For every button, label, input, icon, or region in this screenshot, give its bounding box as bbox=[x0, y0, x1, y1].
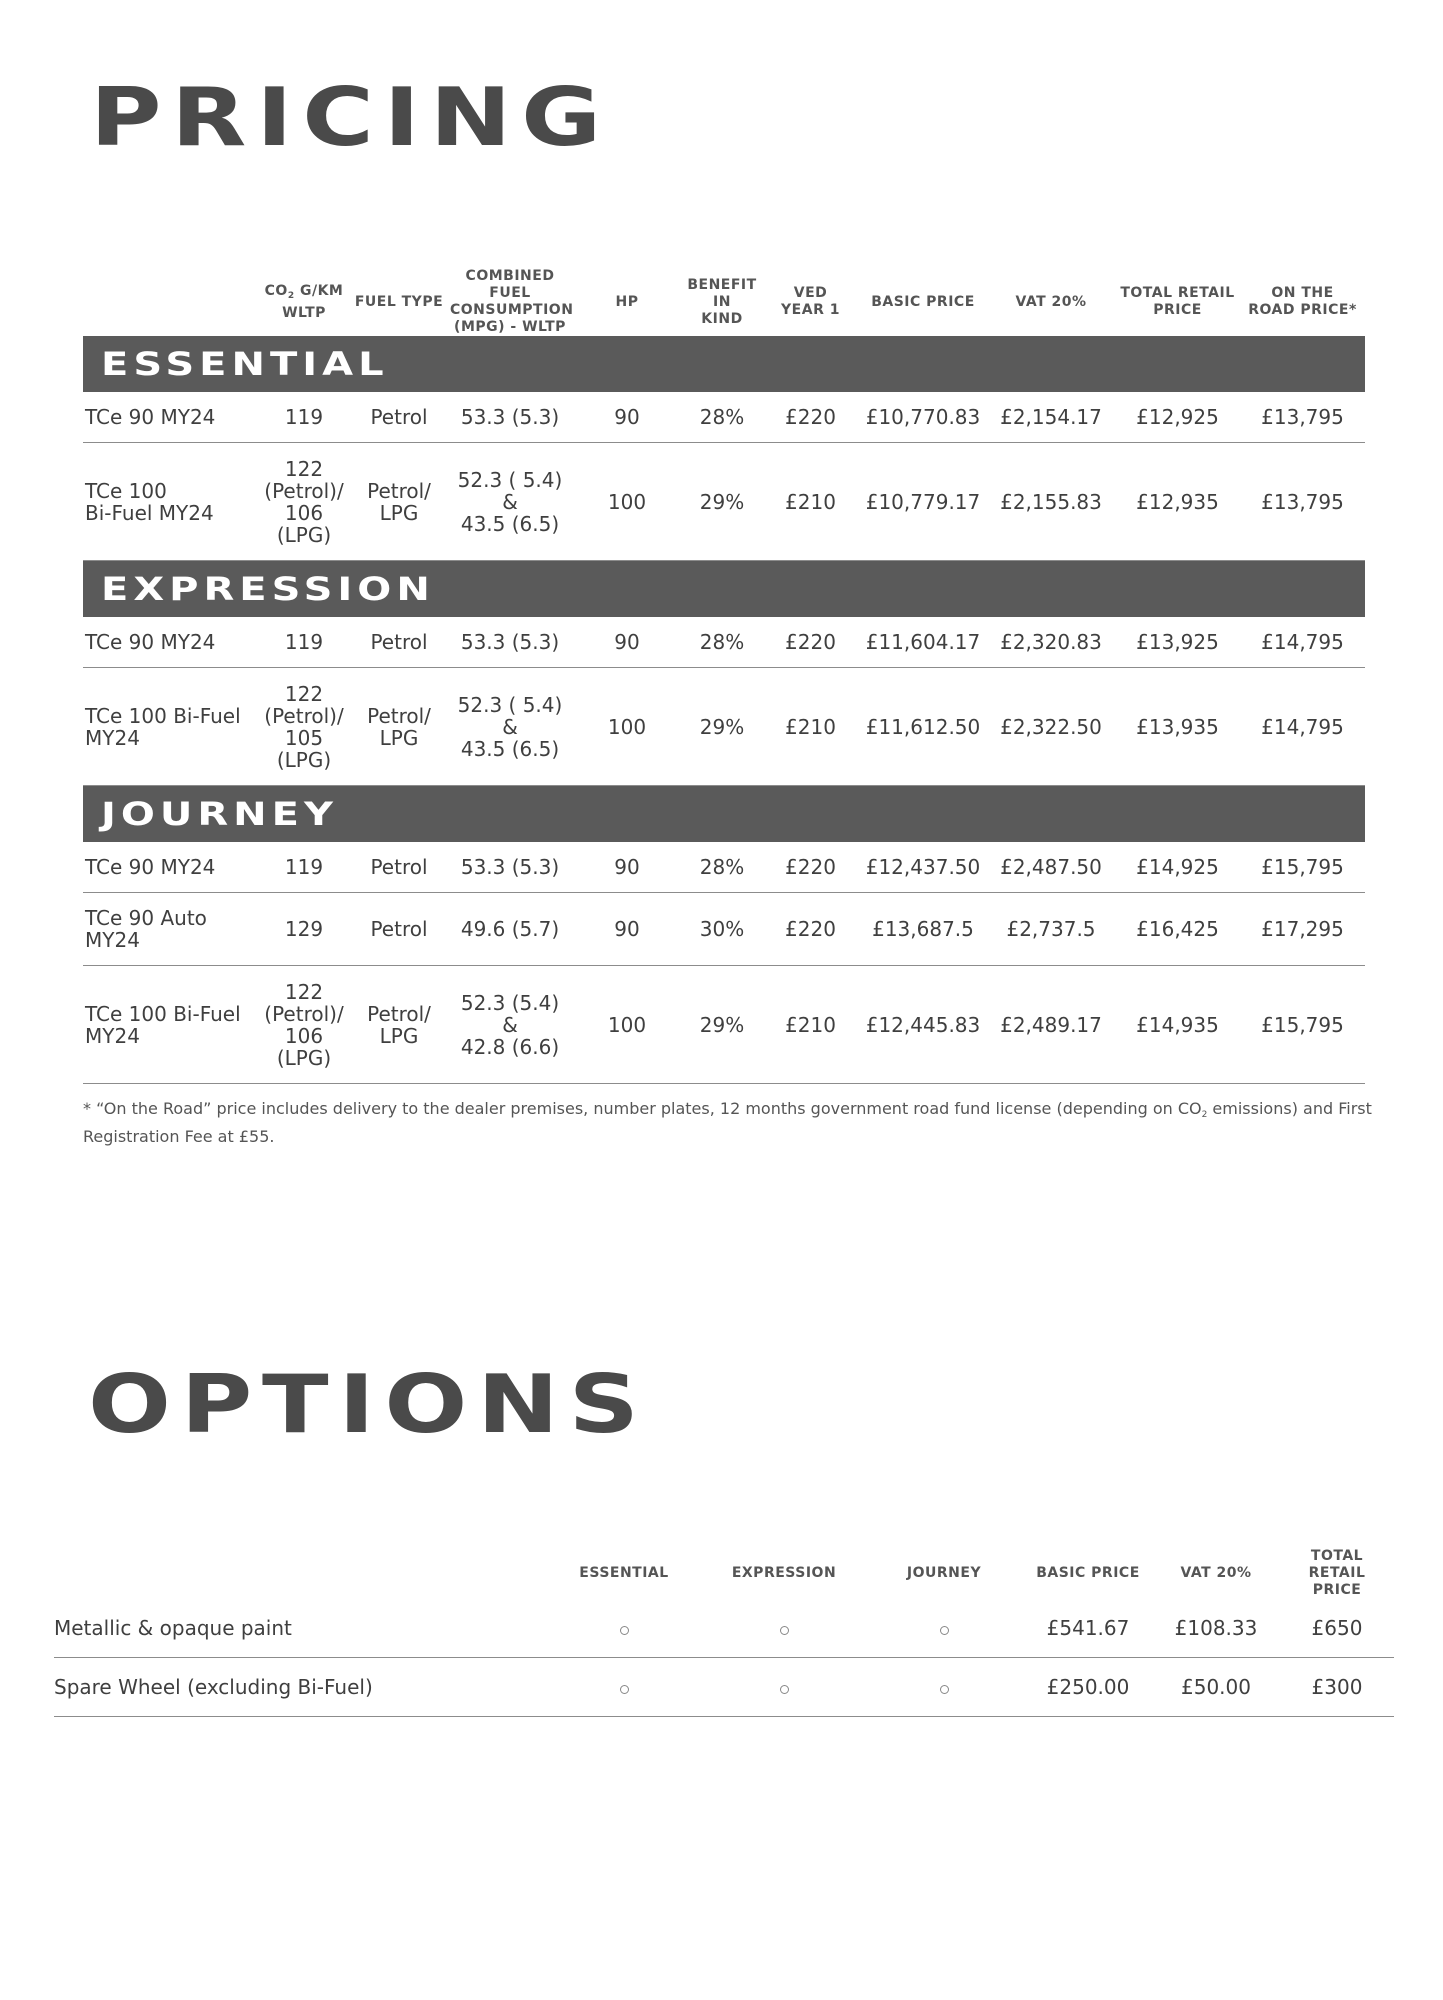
optional-circle-icon bbox=[780, 1626, 789, 1635]
optional-circle-icon bbox=[940, 1685, 949, 1694]
otr-price-cell: £15,795 bbox=[1240, 966, 1365, 1084]
otr-price-cell: £15,795 bbox=[1240, 842, 1365, 893]
mpg-cell: 53.3 (5.3) bbox=[448, 842, 572, 893]
option-name: Metallic & opaque paint bbox=[54, 1599, 544, 1658]
journey-availability bbox=[864, 1658, 1024, 1717]
mpg-cell: 49.6 (5.7) bbox=[448, 893, 572, 966]
model-cell: TCe 90 Auto MY24 bbox=[83, 893, 258, 966]
group-title: JOURNEY bbox=[101, 795, 338, 833]
mpg-cell: 53.3 (5.3) bbox=[448, 617, 572, 668]
vat-cell: £2,487.50 bbox=[987, 842, 1115, 893]
optional-circle-icon bbox=[620, 1626, 629, 1635]
mpg-cell: 53.3 (5.3) bbox=[448, 392, 572, 443]
table-row bbox=[83, 893, 1365, 966]
fuel-cell: Petrol/ LPG bbox=[350, 668, 448, 786]
vat-cell: £2,155.83 bbox=[987, 443, 1115, 561]
total-price-cell: £13,935 bbox=[1115, 668, 1240, 786]
pricing-title: PRICING bbox=[90, 71, 612, 164]
fuel-cell: Petrol/ LPG bbox=[350, 443, 448, 561]
basic-price-cell: £13,687.5 bbox=[859, 893, 987, 966]
table-row bbox=[83, 668, 1365, 786]
essential-availability bbox=[544, 1599, 704, 1658]
basic-price-cell: £11,604.17 bbox=[859, 617, 987, 668]
co2-cell: 122 (Petrol)/ 105 (LPG) bbox=[258, 668, 350, 786]
bik-cell: 28% bbox=[682, 617, 762, 668]
header-expression: EXPRESSION bbox=[731, 1565, 837, 1581]
vat-cell: £2,737.5 bbox=[987, 893, 1115, 966]
group-band-essential bbox=[83, 336, 1365, 392]
basic-price-cell: £250.00 bbox=[1024, 1658, 1152, 1717]
total-price-cell: £650 bbox=[1280, 1599, 1394, 1658]
fuel-cell: Petrol bbox=[350, 392, 448, 443]
total-price-cell: £14,925 bbox=[1115, 842, 1240, 893]
otr-price-cell: £13,795 bbox=[1240, 392, 1365, 443]
basic-price-cell: £12,445.83 bbox=[859, 966, 987, 1084]
hp-cell: 100 bbox=[572, 966, 682, 1084]
header-essential: ESSENTIAL bbox=[579, 1565, 669, 1581]
group-title: ESSENTIAL bbox=[101, 345, 389, 383]
basic-price-cell: £541.67 bbox=[1024, 1599, 1152, 1658]
co2-cell: 119 bbox=[258, 617, 350, 668]
ved-cell: £220 bbox=[762, 893, 859, 966]
otr-price-cell: £13,795 bbox=[1240, 443, 1365, 561]
options-title: OPTIONS bbox=[88, 1358, 649, 1451]
co2-cell: 122 (Petrol)/ 106 (LPG) bbox=[258, 966, 350, 1084]
header-otr: ON THE ROAD PRICE* bbox=[1248, 285, 1357, 318]
bik-cell: 29% bbox=[682, 668, 762, 786]
hp-cell: 90 bbox=[572, 842, 682, 893]
basic-price-cell: £12,437.50 bbox=[859, 842, 987, 893]
expression-availability bbox=[704, 1599, 864, 1658]
fuel-cell: Petrol bbox=[350, 893, 448, 966]
total-price-cell: £13,925 bbox=[1115, 617, 1240, 668]
hp-cell: 90 bbox=[572, 392, 682, 443]
expression-availability bbox=[704, 1658, 864, 1717]
optional-circle-icon bbox=[620, 1685, 629, 1694]
hp-cell: 100 bbox=[572, 668, 682, 786]
basic-price-cell: £10,779.17 bbox=[859, 443, 987, 561]
option-name: Spare Wheel (excluding Bi-Fuel) bbox=[54, 1658, 544, 1717]
options-table bbox=[54, 1548, 1394, 1717]
header-hp: HP bbox=[615, 293, 639, 310]
total-price-cell: £16,425 bbox=[1115, 893, 1240, 966]
option-row bbox=[54, 1599, 1394, 1658]
header-fuel-type: FUEL TYPE bbox=[354, 293, 444, 310]
basic-price-cell: £11,612.50 bbox=[859, 668, 987, 786]
table-row bbox=[83, 966, 1365, 1084]
vat-cell: £108.33 bbox=[1152, 1599, 1280, 1658]
essential-availability bbox=[544, 1658, 704, 1717]
co2-cell: 129 bbox=[258, 893, 350, 966]
co2-cell: 119 bbox=[258, 392, 350, 443]
bik-cell: 30% bbox=[682, 893, 762, 966]
group-band-journey bbox=[83, 786, 1365, 843]
total-price-cell: £12,925 bbox=[1115, 392, 1240, 443]
otr-price-cell: £17,295 bbox=[1240, 893, 1365, 966]
co2-cell: 122 (Petrol)/ 106 (LPG) bbox=[258, 443, 350, 561]
vat-cell: £50.00 bbox=[1152, 1658, 1280, 1717]
group-title: EXPRESSION bbox=[101, 570, 435, 608]
ved-cell: £210 bbox=[762, 966, 859, 1084]
header-combined-fuel: COMBINED FUEL CONSUMPTION (MPG) - WLTP bbox=[450, 268, 574, 335]
fuel-cell: Petrol bbox=[350, 617, 448, 668]
header-vat: VAT 20% bbox=[1180, 1565, 1252, 1581]
hp-cell: 100 bbox=[572, 443, 682, 561]
ved-cell: £220 bbox=[762, 842, 859, 893]
fuel-cell: Petrol/ LPG bbox=[350, 966, 448, 1084]
ved-cell: £220 bbox=[762, 617, 859, 668]
table-row bbox=[83, 842, 1365, 893]
table-row bbox=[83, 443, 1365, 561]
model-cell: TCe 90 MY24 bbox=[83, 617, 258, 668]
optional-circle-icon bbox=[940, 1626, 949, 1635]
otr-price-cell: £14,795 bbox=[1240, 668, 1365, 786]
header-total-retail: TOTAL RETAIL PRICE bbox=[1308, 1548, 1366, 1598]
total-price-cell: £12,935 bbox=[1115, 443, 1240, 561]
header-ved: VED YEAR 1 bbox=[781, 285, 840, 318]
table-row bbox=[83, 617, 1365, 668]
option-row bbox=[54, 1658, 1394, 1717]
ved-cell: £210 bbox=[762, 443, 859, 561]
model-cell: TCe 100 Bi-Fuel MY24 bbox=[83, 966, 258, 1084]
header-vat: VAT 20% bbox=[1015, 293, 1087, 310]
model-cell: TCe 90 MY24 bbox=[83, 842, 258, 893]
pricing-table bbox=[83, 268, 1365, 1084]
options-header-row bbox=[54, 1548, 1394, 1599]
vat-cell: £2,489.17 bbox=[987, 966, 1115, 1084]
bik-cell: 29% bbox=[682, 443, 762, 561]
header-option-item bbox=[54, 1548, 544, 1599]
co2-cell: 119 bbox=[258, 842, 350, 893]
ved-cell: £220 bbox=[762, 392, 859, 443]
vat-cell: £2,154.17 bbox=[987, 392, 1115, 443]
total-price-cell: £14,935 bbox=[1115, 966, 1240, 1084]
total-price-cell: £300 bbox=[1280, 1658, 1394, 1717]
bik-cell: 28% bbox=[682, 842, 762, 893]
header-journey: JOURNEY bbox=[906, 1565, 982, 1581]
header-model bbox=[83, 268, 258, 336]
bik-cell: 29% bbox=[682, 966, 762, 1084]
model-cell: TCe 90 MY24 bbox=[83, 392, 258, 443]
table-row bbox=[83, 392, 1365, 443]
model-cell: TCe 100 Bi-Fuel MY24 bbox=[83, 443, 258, 561]
optional-circle-icon bbox=[780, 1685, 789, 1694]
basic-price-cell: £10,770.83 bbox=[859, 392, 987, 443]
pricing-header-row bbox=[83, 268, 1365, 336]
mpg-cell: 52.3 (5.4) & 42.8 (6.6) bbox=[448, 966, 572, 1084]
ved-cell: £210 bbox=[762, 668, 859, 786]
bik-cell: 28% bbox=[682, 392, 762, 443]
vat-cell: £2,322.50 bbox=[987, 668, 1115, 786]
header-total-retail: TOTAL RETAIL PRICE bbox=[1120, 285, 1235, 318]
pricing-footnote: * “On the Road” price includes delivery to the dealer premises, number plates, 12 months government road fund license (depending on $CO_2$ emissions) and First Registration Fee at £55. bbox=[83, 1099, 1372, 1146]
header-basic-price: BASIC PRICE bbox=[871, 293, 975, 310]
journey-availability bbox=[864, 1599, 1024, 1658]
mpg-cell: 52.3 ( 5.4) & 43.5 (6.5) bbox=[448, 668, 572, 786]
header-benefit-in-kind: BENEFIT IN KIND bbox=[687, 276, 757, 327]
vat-cell: £2,320.83 bbox=[987, 617, 1115, 668]
header-basic-price: BASIC PRICE bbox=[1036, 1565, 1140, 1581]
mpg-cell: 52.3 ( 5.4) & 43.5 (6.5) bbox=[448, 443, 572, 561]
group-band-expression bbox=[83, 561, 1365, 618]
fuel-cell: Petrol bbox=[350, 842, 448, 893]
header-co2: $CO_2$ G/KM WLTP bbox=[264, 282, 344, 321]
model-cell: TCe 100 Bi-Fuel MY24 bbox=[83, 668, 258, 786]
otr-price-cell: £14,795 bbox=[1240, 617, 1365, 668]
hp-cell: 90 bbox=[572, 893, 682, 966]
hp-cell: 90 bbox=[572, 617, 682, 668]
